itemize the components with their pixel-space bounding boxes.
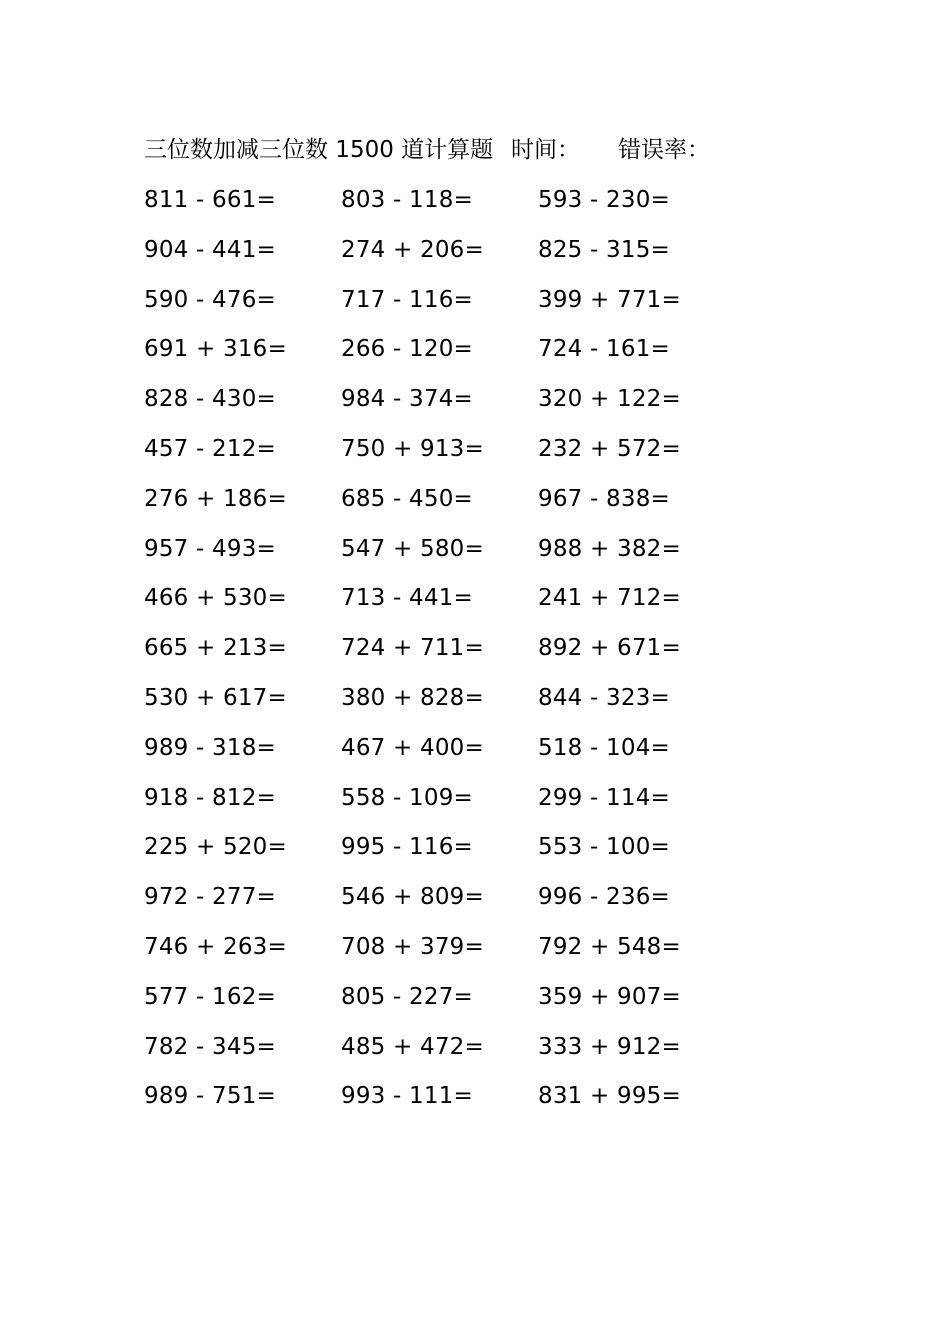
problem-row	[144, 483, 704, 533]
arithmetic-problem: 299 - 114=	[538, 784, 670, 811]
arithmetic-problem: 825 - 315=	[538, 236, 670, 263]
arithmetic-problem: 995 - 116=	[341, 834, 473, 861]
arithmetic-problem: 466 + 530=	[144, 585, 287, 612]
problem-row	[144, 632, 704, 682]
arithmetic-problem: 803 - 118=	[341, 187, 473, 213]
arithmetic-problem: 593 - 230=	[538, 187, 670, 213]
arithmetic-problem: 972 - 277=	[144, 884, 276, 911]
arithmetic-problem: 457 - 212=	[144, 435, 276, 462]
arithmetic-problem: 844 - 323=	[538, 684, 670, 711]
arithmetic-problem: 957 - 493=	[144, 535, 276, 562]
problem-row	[144, 881, 704, 931]
arithmetic-problem: 359 + 907=	[538, 983, 681, 1010]
problem-row	[144, 333, 704, 383]
problem-row	[144, 184, 704, 234]
arithmetic-problem: 988 + 382=	[538, 535, 681, 562]
arithmetic-problem: 320 + 122=	[538, 386, 681, 413]
arithmetic-problem: 993 - 111=	[341, 1083, 473, 1110]
arithmetic-problem: 547 + 580=	[341, 535, 484, 562]
arithmetic-problem: 782 - 345=	[144, 1033, 276, 1060]
arithmetic-problem: 276 + 186=	[144, 485, 287, 512]
arithmetic-problem: 553 - 100=	[538, 834, 670, 861]
arithmetic-problem: 241 + 712=	[538, 585, 681, 612]
arithmetic-problem: 467 + 400=	[341, 734, 484, 761]
arithmetic-problem: 518 - 104=	[538, 734, 670, 761]
problem-row	[144, 782, 704, 832]
arithmetic-problem: 967 - 838=	[538, 485, 670, 512]
arithmetic-problem: 904 - 441=	[144, 236, 276, 263]
arithmetic-problem: 811 - 661=	[144, 187, 276, 213]
arithmetic-problem: 792 + 548=	[538, 933, 681, 960]
arithmetic-problem: 828 - 430=	[144, 386, 276, 413]
arithmetic-problem: 577 - 162=	[144, 983, 276, 1010]
worksheet-title: 三位数加减三位数 1500 道计算题	[144, 137, 494, 163]
problem-row	[144, 383, 704, 433]
problem-row	[144, 1080, 704, 1130]
arithmetic-problem: 708 + 379=	[341, 933, 484, 960]
arithmetic-problem: 746 + 263=	[144, 933, 287, 960]
problem-grid	[144, 184, 704, 1130]
error-rate-label: 错误率：	[618, 137, 710, 163]
arithmetic-problem: 590 - 476=	[144, 286, 276, 313]
arithmetic-problem: 333 + 912=	[538, 1033, 681, 1060]
arithmetic-problem: 380 + 828=	[341, 684, 484, 711]
arithmetic-problem: 685 - 450=	[341, 485, 473, 512]
problem-row	[144, 284, 704, 334]
problem-row	[144, 533, 704, 583]
arithmetic-problem: 724 + 711=	[341, 635, 484, 662]
arithmetic-problem: 266 - 120=	[341, 336, 473, 363]
arithmetic-problem: 530 + 617=	[144, 684, 287, 711]
problem-row	[144, 931, 704, 981]
problem-row	[144, 1031, 704, 1081]
arithmetic-problem: 724 - 161=	[538, 336, 670, 363]
problem-row	[144, 234, 704, 284]
arithmetic-problem: 892 + 671=	[538, 635, 681, 662]
arithmetic-problem: 558 - 109=	[341, 784, 473, 811]
arithmetic-problem: 750 + 913=	[341, 435, 484, 462]
arithmetic-problem: 232 + 572=	[538, 435, 681, 462]
arithmetic-problem: 989 - 318=	[144, 734, 276, 761]
problem-row	[144, 682, 704, 732]
arithmetic-problem: 225 + 520=	[144, 834, 287, 861]
arithmetic-problem: 717 - 116=	[341, 286, 473, 313]
arithmetic-problem: 805 - 227=	[341, 983, 473, 1010]
arithmetic-problem: 665 + 213=	[144, 635, 287, 662]
arithmetic-problem: 274 + 206=	[341, 236, 484, 263]
arithmetic-problem: 831 + 995=	[538, 1083, 681, 1110]
arithmetic-problem: 989 - 751=	[144, 1083, 276, 1110]
arithmetic-problem: 399 + 771=	[538, 286, 681, 313]
arithmetic-problem: 918 - 812=	[144, 784, 276, 811]
arithmetic-problem: 984 - 374=	[341, 386, 473, 413]
problem-row	[144, 732, 704, 782]
problem-row	[144, 433, 704, 483]
arithmetic-problem: 996 - 236=	[538, 884, 670, 911]
problem-row	[144, 831, 704, 881]
time-label: 时间：	[511, 137, 580, 163]
arithmetic-problem: 691 + 316=	[144, 336, 287, 363]
problem-row	[144, 582, 704, 632]
arithmetic-problem: 713 - 441=	[341, 585, 473, 612]
problem-row	[144, 981, 704, 1031]
arithmetic-problem: 485 + 472=	[341, 1033, 484, 1060]
arithmetic-problem: 546 + 809=	[341, 884, 484, 911]
